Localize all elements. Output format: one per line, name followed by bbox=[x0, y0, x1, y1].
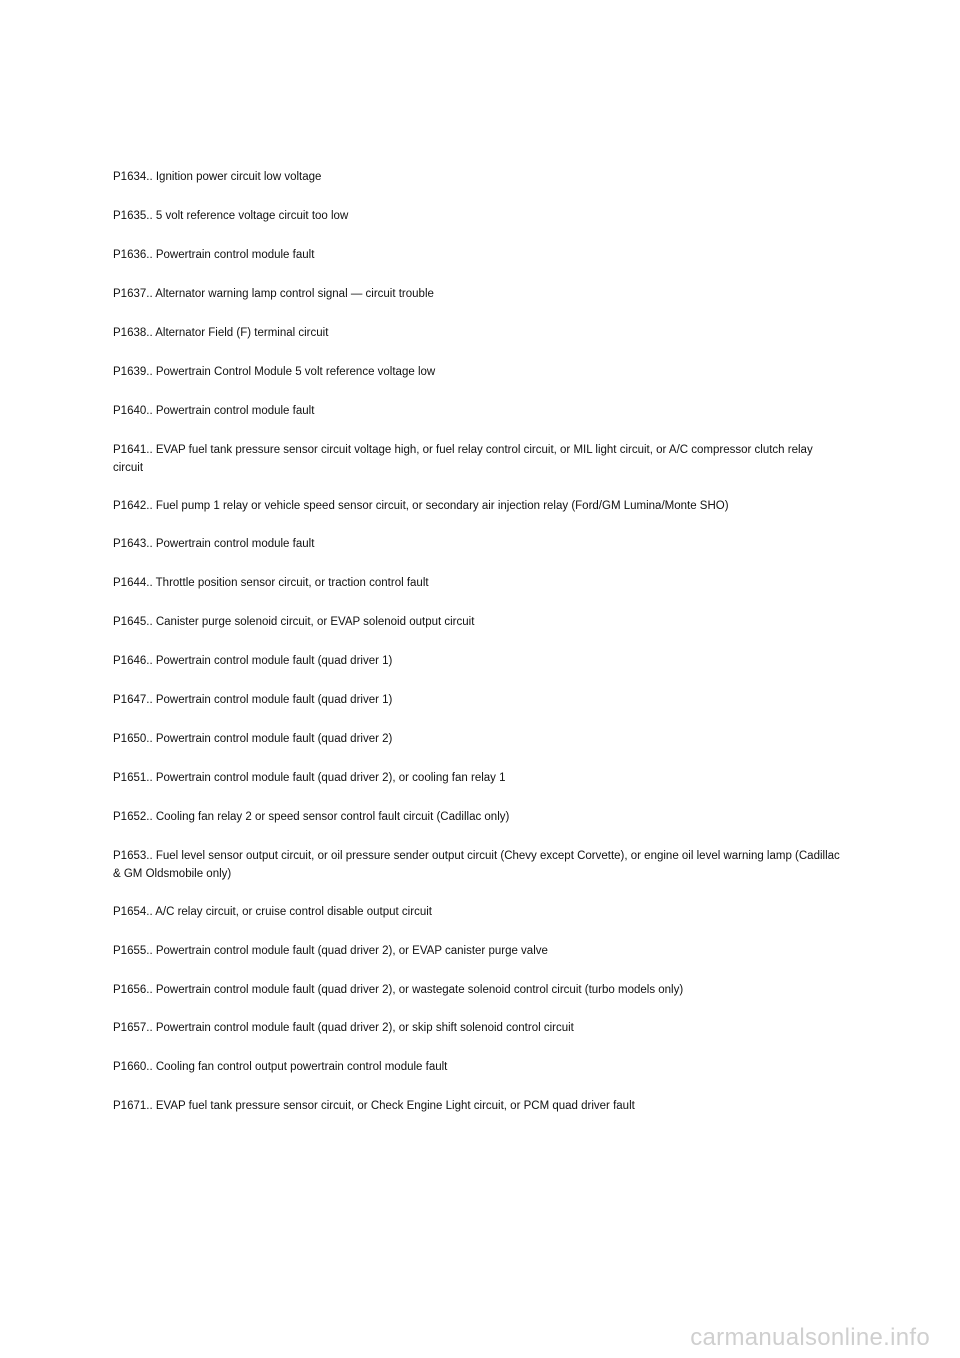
code-separator: .. bbox=[146, 577, 153, 589]
code-entry bbox=[113, 808, 843, 826]
code-entry bbox=[113, 691, 843, 709]
code-entry bbox=[113, 903, 843, 921]
code-separator: .. bbox=[146, 984, 153, 996]
code-description: Fuel pump 1 relay or vehicle speed sensor circuit, or secondary air injection relay (Ford/GM Lumina/Monte SHO) bbox=[155, 500, 729, 512]
code-separator: .. bbox=[146, 327, 153, 339]
code-number: P1660 bbox=[113, 1061, 147, 1073]
code-number: P1638 bbox=[113, 327, 147, 339]
code-entry bbox=[113, 769, 843, 787]
code-separator: .. bbox=[146, 538, 153, 550]
code-description: Fuel level sensor output circuit, or oil pressure sender output circuit (Chevy except Corvette), or engine oil level warning lamp (Cadillac & GM Oldsmobile only) bbox=[113, 850, 840, 880]
code-separator: .. bbox=[146, 655, 153, 667]
code-description: 5 volt reference voltage circuit too low bbox=[155, 210, 349, 222]
code-separator: .. bbox=[146, 366, 153, 378]
code-number: P1635 bbox=[113, 210, 147, 222]
code-description: Powertrain control module fault (quad driver 2), or skip shift solenoid control circuit bbox=[155, 1022, 574, 1034]
code-number: P1644 bbox=[113, 577, 147, 589]
code-entry bbox=[113, 246, 843, 264]
code-number: P1634 bbox=[113, 171, 147, 183]
code-separator: .. bbox=[146, 171, 153, 183]
code-separator: .. bbox=[146, 906, 153, 918]
code-entry bbox=[113, 535, 843, 553]
code-description: Canister purge solenoid circuit, or EVAP solenoid output circuit bbox=[155, 616, 475, 628]
code-description: Powertrain control module fault bbox=[155, 249, 315, 261]
code-separator: .. bbox=[146, 210, 153, 222]
code-description: Powertrain control module fault bbox=[155, 405, 315, 417]
code-separator: .. bbox=[146, 1022, 153, 1034]
code-entry bbox=[113, 441, 843, 477]
code-entry bbox=[113, 497, 843, 515]
code-description: Powertrain control module fault (quad driver 1) bbox=[155, 655, 393, 667]
code-separator: .. bbox=[146, 850, 153, 862]
code-description: Powertrain control module fault (quad driver 2), or EVAP canister purge valve bbox=[155, 945, 548, 957]
code-separator: .. bbox=[146, 694, 153, 706]
code-separator: .. bbox=[146, 772, 153, 784]
code-entry bbox=[113, 363, 843, 381]
code-description: A/C relay circuit, or cruise control disable output circuit bbox=[155, 906, 432, 918]
code-separator: .. bbox=[146, 811, 153, 823]
code-number: P1655 bbox=[113, 945, 147, 957]
code-separator: .. bbox=[146, 405, 153, 417]
code-separator: .. bbox=[146, 500, 153, 512]
code-number: P1639 bbox=[113, 366, 147, 378]
code-entry bbox=[113, 574, 843, 592]
code-separator: .. bbox=[146, 1061, 153, 1073]
code-number: P1650 bbox=[113, 733, 147, 745]
code-description: Cooling fan relay 2 or speed sensor control fault circuit (Cadillac only) bbox=[155, 811, 510, 823]
code-number: P1651 bbox=[113, 772, 147, 784]
code-description: Powertrain Control Module 5 volt reference voltage low bbox=[155, 366, 436, 378]
code-description: Powertrain control module fault bbox=[155, 538, 315, 550]
code-entry bbox=[113, 168, 843, 186]
code-separator: .. bbox=[146, 1100, 153, 1112]
code-number: P1646 bbox=[113, 655, 147, 667]
code-number: P1671 bbox=[113, 1100, 147, 1112]
code-number: P1636 bbox=[113, 249, 147, 261]
code-entry bbox=[113, 942, 843, 960]
code-entry bbox=[113, 207, 843, 225]
code-separator: .. bbox=[146, 249, 153, 261]
code-description: Powertrain control module fault (quad driver 2), or wastegate solenoid control circuit (turbo models only) bbox=[155, 984, 684, 996]
code-entry bbox=[113, 1097, 843, 1115]
trouble-code-list bbox=[113, 168, 843, 1136]
code-number: P1637 bbox=[113, 288, 147, 300]
code-number: P1657 bbox=[113, 1022, 147, 1034]
code-description: EVAP fuel tank pressure sensor circuit, or Check Engine Light circuit, or PCM quad driver fault bbox=[155, 1100, 635, 1112]
code-description: Ignition power circuit low voltage bbox=[155, 171, 322, 183]
code-separator: .. bbox=[146, 444, 153, 456]
code-description: Alternator warning lamp control signal — circuit trouble bbox=[155, 288, 434, 300]
code-entry bbox=[113, 1058, 843, 1076]
code-entry bbox=[113, 1019, 843, 1037]
code-description: Cooling fan control output powertrain control module fault bbox=[155, 1061, 448, 1073]
code-description: Powertrain control module fault (quad driver 2) bbox=[155, 733, 393, 745]
code-number: P1641 bbox=[113, 444, 147, 456]
code-separator: .. bbox=[146, 945, 153, 957]
code-entry bbox=[113, 847, 843, 883]
code-description: Powertrain control module fault (quad driver 1) bbox=[155, 694, 393, 706]
code-number: P1642 bbox=[113, 500, 147, 512]
code-number: P1640 bbox=[113, 405, 147, 417]
code-entry bbox=[113, 613, 843, 631]
code-entry bbox=[113, 652, 843, 670]
code-separator: .. bbox=[146, 616, 153, 628]
code-description: Throttle position sensor circuit, or traction control fault bbox=[155, 577, 429, 589]
code-entry bbox=[113, 324, 843, 342]
code-entry bbox=[113, 730, 843, 748]
code-number: P1654 bbox=[113, 906, 147, 918]
code-description: Alternator Field (F) terminal circuit bbox=[155, 327, 329, 339]
code-separator: .. bbox=[146, 733, 153, 745]
code-number: P1647 bbox=[113, 694, 147, 706]
code-separator: .. bbox=[146, 288, 153, 300]
site-watermark: carmanualsonline.info bbox=[690, 1324, 930, 1351]
code-number: P1645 bbox=[113, 616, 147, 628]
code-number: P1652 bbox=[113, 811, 147, 823]
code-entry bbox=[113, 981, 843, 999]
code-description: EVAP fuel tank pressure sensor circuit voltage high, or fuel relay control circuit, or MIL light circuit, or A/C compressor clutch relay circuit bbox=[113, 444, 813, 474]
code-number: P1643 bbox=[113, 538, 147, 550]
code-description: Powertrain control module fault (quad driver 2), or cooling fan relay 1 bbox=[155, 772, 506, 784]
code-entry bbox=[113, 285, 843, 303]
code-number: P1656 bbox=[113, 984, 147, 996]
code-number: P1653 bbox=[113, 850, 147, 862]
code-entry bbox=[113, 402, 843, 420]
